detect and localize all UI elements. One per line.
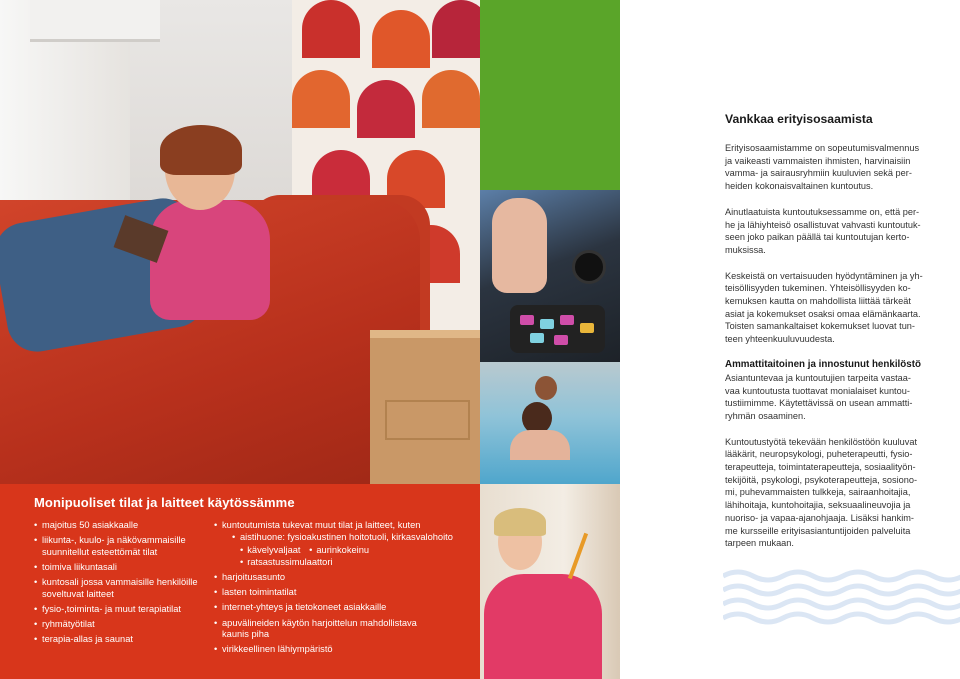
photo-wheelchair-controls	[480, 190, 620, 362]
staff-heading: Ammattitaitoinen ja innostunut henkilöstö	[725, 358, 921, 370]
sub-item: • ratsastussimulaattori	[240, 557, 333, 569]
sub-item: • kävelyvaljaat	[240, 545, 301, 557]
photo-swimmer-body	[510, 430, 570, 460]
facilities-title: Monipuoliset tilat ja laitteet käytössämme	[34, 495, 295, 510]
photo-person-hair	[160, 125, 242, 175]
wave-decoration	[723, 566, 960, 626]
photo-trainer-hair	[494, 508, 546, 536]
expertise-paragraph: Erityisosaamistamme on sopeutumisvalmennus ja vaikeasti vammaisten ihmisten, harvinaisiin vamma- ja sairausryhmiin kuuluvien sekä per- heiden kokonaisvaltainen kuntoutus.	[725, 143, 920, 192]
expertise-paragraph: Ainutlaatuista kuntoutuksessamme on, että per- he ja lähiyhteisö osallistuvat vahvasti kuntoutuk- seen joko paikan päällä tai kuntoutujan kerto- muksissa.	[725, 206, 921, 255]
list-item-text: kuntoutumista tukevat muut tilat ja laitteet, kuten	[222, 520, 421, 530]
staff-paragraph: Asiantuntevaa ja kuntoutujien tarpeita vastaa- vaa kuntoutusta tuottavat monialaiset kuntou- tustiimimme. Käytettävissä on usean ammatti- ryhmän osaaminen.	[725, 372, 913, 421]
list-item	[214, 520, 476, 568]
list-item: • toimiva liikuntasali	[34, 562, 214, 574]
list-item: • internet-yhteys ja tietokoneet asiakkaille	[214, 602, 476, 614]
list-item: • majoitus 50 asiakkaalle	[34, 520, 214, 532]
list-item: • liikunta-, kuulo- ja näkövammaisille suunnitellut esteettömät tilat	[34, 535, 214, 558]
facilities-panel	[0, 484, 480, 679]
photo-swimmer-head	[535, 376, 557, 400]
sub-item: • aurinkokeinu	[309, 545, 369, 557]
expertise-heading: Vankkaa erityisosaamista	[725, 112, 873, 126]
list-item: • harjoitusasunto	[214, 572, 476, 584]
photo-pen	[568, 533, 588, 579]
photo-air-conditioner	[30, 0, 160, 42]
expertise-column	[725, 112, 930, 563]
list-item: • terapia-allas ja saunat	[34, 634, 214, 646]
green-accent-block	[480, 0, 620, 190]
photo-drawer	[385, 400, 470, 440]
photo-woman-reading	[0, 0, 480, 484]
photo-pool	[480, 362, 620, 484]
expertise-paragraph: Keskeistä on vertaisuuden hyödyntäminen ja yh- teisöllisyyden tukeminen. Yhteisöllisyyden ko- kemuksen kautta on mahdollista liittää tärkeät asiat ja kokemukset osaksi omaa elämänkaarta. Toisten samankaltaiset kokemukset luovat tun- teen yhteenkuuluvuudesta.	[725, 270, 923, 345]
staff-paragraph: Kuntoutustyötä tekevään henkilöstöön kuuluvat lääkärit, neuropsykologi, puheterapeutti, fysio- terapeutteja, toimintaterapeutteja, sosiaalityön- tekijöitä, psykologi, psykoterapeutteja, sosiono- mi, puhevammaisten tulkkeja, sairaanhoitajia, lähihoitaja, kuntohoitajia, seksuaalineuvojia ja nuoriso- ja vapaa-ajanohjaaja. Lisäksi hankim- me kursseille erityisasiantuntijoiden palveluita tarpeen mukaan.	[725, 436, 918, 549]
photo-control-panel	[510, 305, 605, 353]
facilities-list-right	[214, 520, 476, 660]
facilities-list-left	[34, 520, 214, 650]
list-item: • ryhmätyötilat	[34, 619, 214, 631]
list-item: • lasten toimintatilat	[214, 587, 476, 599]
photo-person-body	[150, 200, 270, 320]
sub-item: • aistihuone: fysioakustinen hoitotuoli, kirkasvalohoito	[222, 532, 476, 544]
list-item: • fysio-,toiminta- ja muut terapiatilat	[34, 604, 214, 616]
photo-trainer	[480, 484, 620, 679]
list-item: • apuvälineiden käytön harjoittelun mahdollistava kaunis piha	[214, 618, 444, 641]
sub-item-row	[222, 545, 476, 568]
list-item: • virikkeellinen lähiympäristö	[214, 644, 476, 656]
photo-hand	[492, 198, 547, 293]
list-item: • kuntosali jossa vammaisille henkilöille soveltuvat laitteet	[34, 577, 214, 600]
photo-joystick	[572, 250, 606, 284]
photo-trainer-shirt	[484, 574, 602, 679]
